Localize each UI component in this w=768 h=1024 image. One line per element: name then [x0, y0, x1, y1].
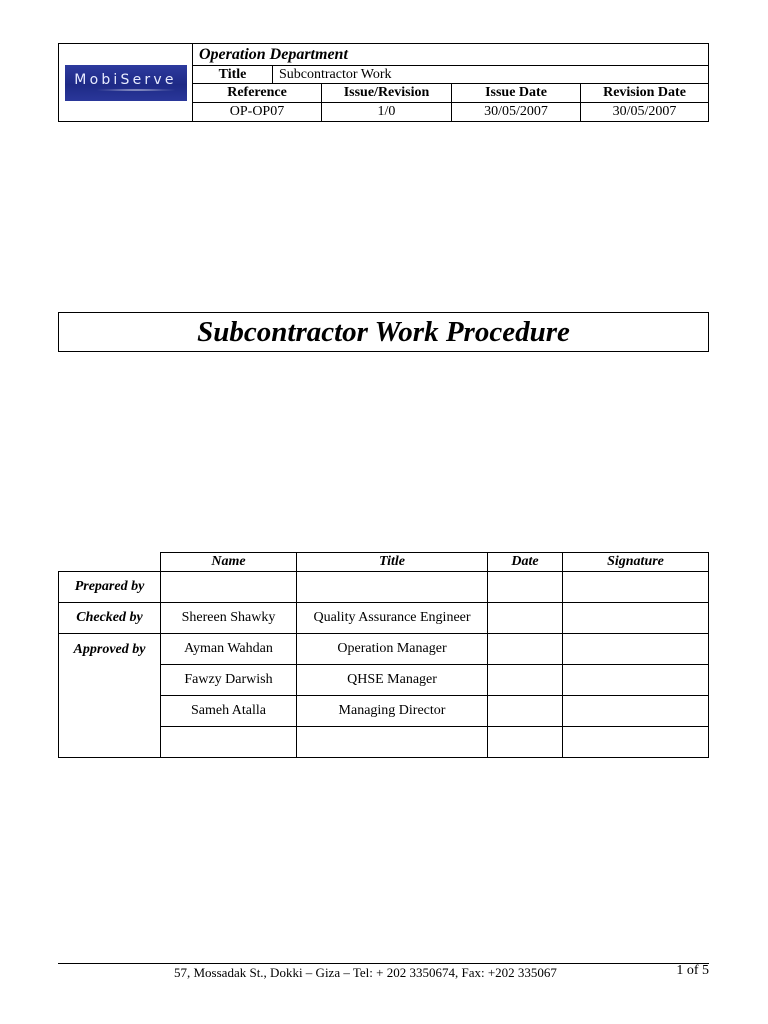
row-labels: [59, 572, 161, 757]
title-column-header: Title: [297, 553, 488, 571]
reference-header: Reference: [193, 84, 322, 102]
table-row: [161, 696, 708, 727]
name-cell: [161, 727, 297, 757]
checked-by-label: Checked by: [59, 603, 160, 634]
revision-date-value: 30/05/2007: [612, 104, 677, 119]
footer-divider: [58, 963, 709, 964]
signature-cell: [563, 572, 708, 602]
date-cell: [488, 603, 563, 633]
issue-date-header: Issue Date: [452, 84, 581, 102]
table-row: [161, 727, 708, 757]
name-cell: Ayman Wahdan: [161, 634, 297, 664]
title-cell: Operation Manager: [297, 634, 488, 664]
issue-revision-value: 1/0: [322, 103, 452, 121]
table-row: [161, 665, 708, 696]
signature-cell: [563, 634, 708, 664]
name-cell: Sameh Atalla: [161, 696, 297, 726]
document-header: [58, 43, 709, 122]
reference-value: OP-OP07: [193, 103, 322, 121]
department-row: [193, 44, 708, 66]
title-label: Title: [193, 66, 273, 83]
name-column-header: Name: [161, 553, 297, 571]
title-cell: Quality Assurance Engineer: [297, 603, 488, 633]
header-info: [193, 44, 708, 121]
title-cell: QHSE Manager: [297, 665, 488, 695]
logo-text: MobiServe: [74, 71, 177, 88]
name-cell: Shereen Shawky: [161, 603, 297, 633]
title-cell: [297, 727, 488, 757]
signature-cell: [563, 603, 708, 633]
date-cell: [488, 727, 563, 757]
date-column-header: Date: [488, 553, 563, 571]
page-number: 1 of 5: [676, 963, 709, 978]
table-row: [161, 572, 708, 603]
meta-header-row: [193, 84, 708, 103]
table-row: [161, 634, 708, 665]
date-cell: [488, 665, 563, 695]
footer-address: 57, Mossadak St., Dokki – Giza – Tel: + 202 3350674, Fax: +202 335067: [174, 965, 557, 980]
signoff-header-row: [160, 552, 709, 572]
name-cell: Fawzy Darwish: [161, 665, 297, 695]
title-value: Subcontractor Work: [279, 66, 392, 82]
signature-cell: [563, 696, 708, 726]
date-cell: [488, 696, 563, 726]
signature-cell: [563, 727, 708, 757]
title-row: [193, 66, 708, 84]
name-cell: [161, 572, 297, 602]
signature-cell: [563, 665, 708, 695]
department-name: Operation Department: [199, 45, 348, 63]
meta-value-row: [193, 103, 708, 121]
prepared-by-label: Prepared by: [59, 572, 160, 603]
document-title: Subcontractor Work Procedure: [197, 315, 570, 348]
revision-date-header: Revision Date: [603, 85, 686, 100]
issue-date-value: 30/05/2007: [452, 103, 581, 121]
signoff-grid: [161, 572, 708, 757]
company-logo: [65, 65, 187, 101]
title-cell: Managing Director: [297, 696, 488, 726]
signoff-body: [58, 571, 709, 758]
signoff-table: [58, 552, 709, 758]
issue-revision-header: Issue/Revision: [322, 84, 452, 102]
table-row: [161, 603, 708, 634]
date-cell: [488, 572, 563, 602]
date-cell: [488, 634, 563, 664]
approved-by-label: Approved by: [73, 641, 146, 657]
title-cell: [297, 572, 488, 602]
logo-cell: [59, 44, 193, 121]
document-title-box: [58, 312, 709, 352]
signature-column-header: Signature: [607, 554, 664, 569]
